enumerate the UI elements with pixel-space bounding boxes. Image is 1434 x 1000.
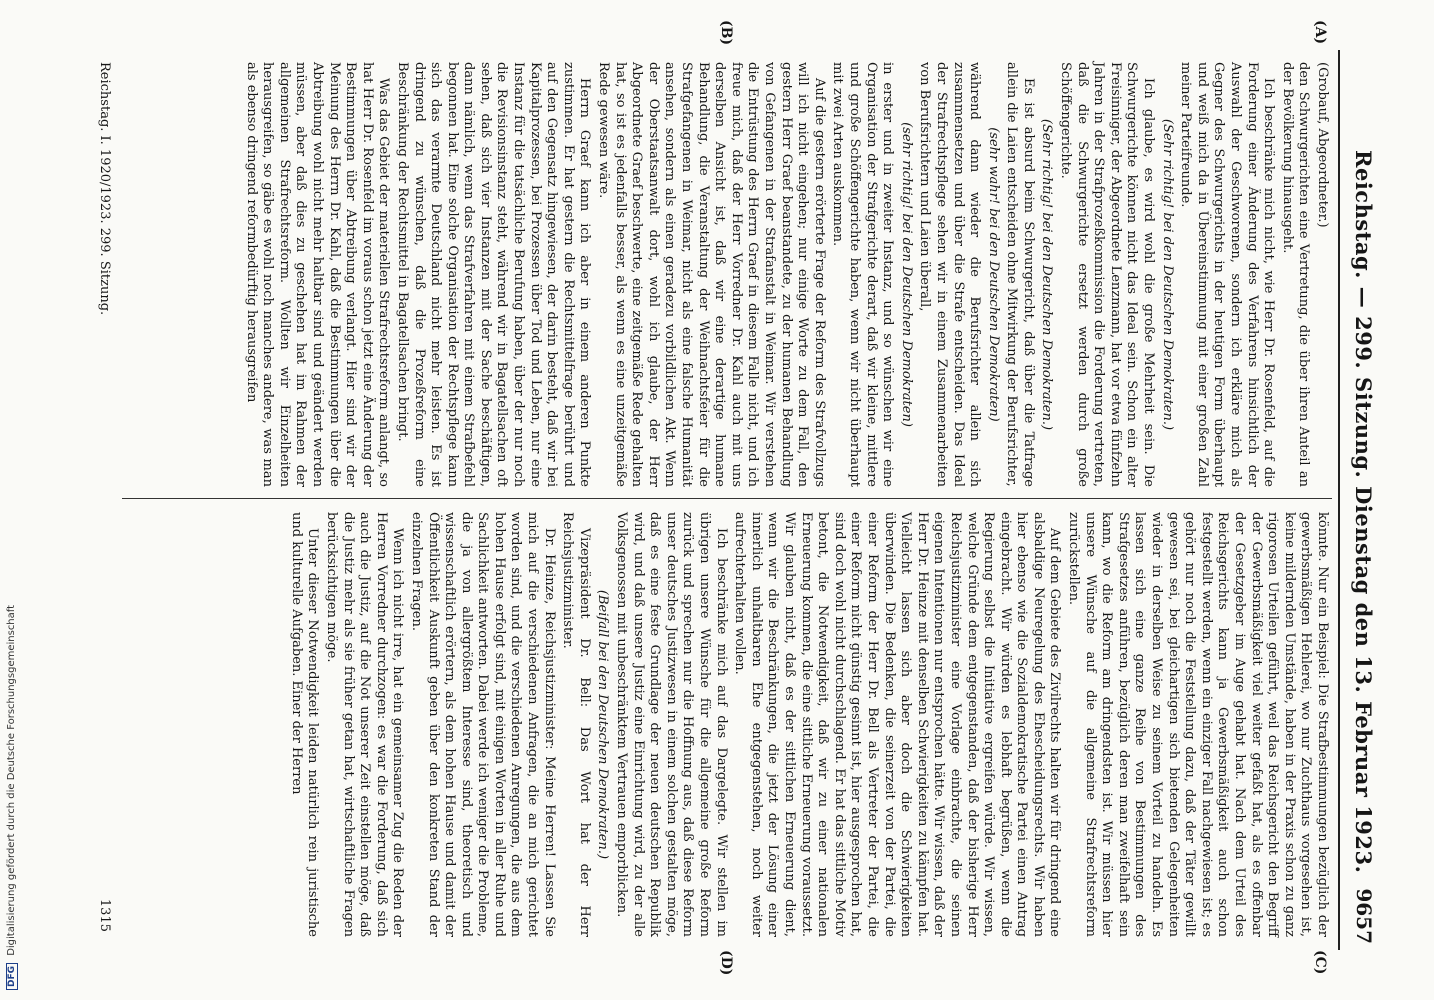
right-column-paragraph: Unter dieser Notwendigkeit leiden natürlich rein juristische und kulturelle Aufgaben. Einer der Herren	[288, 512, 321, 937]
left-column-paragraph: Ich glaube, es wird wohl die große Mehrheit sein. Die Schwurgerichte können nicht das Ideal sein. Schon ein alter Freisinniger, der Abgeordnete Lenzmann, hat vor etwa fünfzehn Jahren in der Strafprozeßkommission die Forderung vertreten, daß die Schwurgerichte ersetzt werden durch große Schöffengerichte.	[1058, 62, 1157, 487]
right-column-paragraph: Ich beschränke mich auf das Dargelegte. Wir stellen im übrigen unsere Wünsche für die allgemeine große Reform zurück und sprechen nur die Hoffnung aus, daß diese Reform unser deutsches Justizwesen in einem solchen gestalten möge, daß es eine feste Grundlage der neuen deutschen Republik wird, und daß unsere Justiz eine Einrichtung wird, zu der alle Volksgenossen mit unbeschränktem Vertrauen emporblicken.	[614, 512, 729, 937]
left-column-paragraph: (Sehr richtig! bei den Deutschen Demokraten.)	[1039, 118, 1055, 431]
margin-marker-c: (C)	[1312, 950, 1328, 975]
left-column-paragraph: Was das Gebiet der materiellen Strafrechtsreform anlangt, so hat Herr Dr. Rosenfeld im voraus schon jetzt eine Änderung der Bestimmungen über Abtreibung verlangt. Hier sind wir der Meinung des Herrn Dr. Kahl, daß die Bestimmungen über die Abtreibung wohl nicht mehr haltbar sind und geändert werden müssen, aber daß dies zu geschehen hat im Rahmen der allgemeinen Strafrechtsreform. Wollten wir Einzelheiten herausgreifen, so gäbe es wohl noch manches andere, was man als ebenso dringend reformbedürftig herausgreifen	[243, 62, 392, 487]
right-column-paragraph: (Beifall bei den Deutschen Demokraten.)	[595, 589, 611, 860]
left-text-column	[240, 62, 1330, 487]
margin-marker-d: (D)	[718, 950, 734, 976]
footer-page-number: 1315	[97, 898, 112, 932]
left-column-paragraph: Es ist absurd beim Schwurgericht, daß über die Tatfrage allein die Laien entscheiden ohne Mitwirkung der Berufsrichter,	[1004, 62, 1036, 487]
right-column-paragraph: Wenn ich nicht irre, hat ein gemeinsamer Zug die Reden der Herren Vorredner durchzogen: es war die Forderung, daß sich auch die Justiz, auf die Not unserer Zeit einstellen möge, daß die Justiz mehr als sie früher getan hat, wirtschaftliche Fragen berücksichtigen möge.	[323, 512, 406, 937]
margin-marker-a: (A)	[1312, 20, 1328, 45]
right-column-paragraph: Dr. Heinze, Reichsjustizminister: Meine Herren! Lassen Sie mich auf die verschiedenen Anfragen, die an mich gerichtet worden sind, und die verschiedenen Anregungen, die aus dem hohen Hause erfolgt sind, mit einigen Worten in aller Ruhe und Sachlichkeit antworten. Dabei werde ich weniger die Probleme, die ja von allergrößtem Interesse sind, theoretisch und wissenschaftlich erörtern, als dem hohen Hause und damit der Öffentlichkeit Auskunft geben über den konkreten Stand der einzelnen Fragen.	[408, 512, 557, 937]
footer-session-ref: Reichstag. I. 1920/1923. 299. Sitzung.	[97, 62, 112, 316]
page-title: Reichstag. — 299. Sitzung. Dienstag den 13. Februar 1923.	[1351, 150, 1376, 874]
margin-marker-b: (B)	[718, 20, 734, 46]
right-text-column	[285, 512, 1330, 937]
page-header	[1338, 50, 1384, 950]
credit-text: Digitalisierung gefördert durch die Deutsche Forschungsgemeinschaft	[6, 604, 17, 956]
right-column-paragraph: könnte. Nur ein Beispiel: Die Strafbestimmungen bezüglich der gewerbsmäßigen Hehlerei, wo nur Zuchthaus vorgesehen ist, keine mildernden Umstände, haben in der Praxis schon zu ganz rigorosen Urteilen geführt, weil das Reichsgericht den Begriff der Gewerbsmäßigkeit viel weiter gefaßt hat, als es offenbar der Gesetzgeber im Auge gehabt hat. Nach dem Urteil des Reichsgerichts kann ja Gewerbsmäßigkeit auch schon festgestellt werden, wenn ein einziger Fall nachgewiesen ist; es gehört nur noch die Feststellung dazu, daß der Täter gewillt gewesen sei, bei gleichartigen sich bietenden Gelegenheiten wieder in derselben Weise zu seinem Vorteil zu handeln. Es lassen sich eine ganze Reihe von Bestimmungen des Strafgesetzes anführen, bezüglich deren man zweifelhaft sein kann, wo die Reform am dringendsten ist. Wir müssen hier unsere Wünsche auf die allgemeine Strafrechtsreform zurückstellen.	[1066, 512, 1330, 937]
page-number: 9657	[1352, 888, 1376, 944]
column-divider	[122, 498, 1332, 499]
left-column-paragraph: (Grobauf, Abgeordneter.)	[1315, 62, 1330, 228]
left-column-paragraph: (Sehr richtig! bei den Deutschen Demokraten.)	[1159, 118, 1175, 431]
left-column-paragraph: Auf die gestern erörterte Frage der Reform des Strafvollzugs will ich nicht eingehen; nur einige Worte zu dem Fall, den gestern Herr Graef beanstandete, zu der humanen Behandlung von Gefangenen in der Strafanstalt in Weimar. Wir verstehen die Entrüstung des Herrn Graef in diesem Falle nicht, und ich freue mich, daß der Herr Vorredner Dr. Kahl auch mit uns derselben Ansicht ist, daß wir eine derartige humane Behandlung, die Veranstaltung der Weihnachtsfeier für die Strafgefangenen in Weimar, nicht als eine falsche Humanität ansehen, sondern als einen geradezu vorbildlichen Akt. Wenn der Oberstaatsanwalt dort, wohl ich glaube, der Herr Abgeordnete Graef beschwerte, eine zeitgemäße Rede gehalten hat, so ist es jedenfalls besser, als wenn es eine unzeitgemäße Rede gewesen wäre.	[596, 62, 827, 487]
left-column-paragraph: (sehr wahr! bei den Deutschen Demokraten)	[985, 127, 1001, 422]
right-column-paragraph: Auf dem Gebiete des Zivilrechts halten wir für dringend eine alsbaldige Neuregelung des Ehescheidungsrechts. Wir haben hier ebenso wie die Sozialdemokratische Partei einen Antrag eingebracht. Wir würden es lebhaft begrüßen, wenn die Regierung selbst die Initiative ergreifen würde. Wir wissen, welche Gründe dem entgegenstanden, daß der bisherige Herr Reichsjustizminister eine Vorlage einbrachte, die seinen eigenen Intentionen nur entsprochen hätte. Wir wissen, daß der Herr Dr. Heinze mit denselben Schwierigkeiten zu kämpfen hat. Vielleicht lassen sich aber doch die Schwierigkeiten überwinden. Die Bedenken, die seinerzeit von der Partei, die einer Reform der Herr Dr. Bell als Vertreter der Partei, die einer Reform nicht günstig gesinnt ist, hier ausgesprochen hat, sind doch wohl nicht durchschlagend. Er hat das sittliche Motiv betont, die Notwendigkeit, daß wir zu einer nationalen Erneuerung kommen, die eine sittliche Erneuerung voraussetzt. Wir glauben nicht, daß es der sittlichen Erneuerung dient, wenn wir die Beschränkungen, die jetzt der Lösung einer innerlich unhaltbaren Ehe entgegenstehen, noch weiter aufrechterhalten wollen.	[732, 512, 1063, 937]
left-column-paragraph: den Schwurgerichten eine Vertretung, die über ihren Anteil an der Bevölkerung hinausgeht.	[1279, 62, 1312, 487]
left-column-paragraph: (sehr richtig! bei den Deutschen Demokraten)	[898, 122, 914, 427]
left-column-paragraph: in erster und in zweiter Instanz, und so wünschen wir eine Organisation der Strafgerichte derart, daß wir kleine, mittlere und große Schöffengerichte haben, wenn wir nicht überhaupt mit zwei Arten auskommen.	[830, 62, 896, 487]
dfg-logo: DFG	[6, 963, 18, 990]
digitization-credit	[6, 605, 18, 990]
left-column-paragraph: Ich beschränke mich nicht, wie Herr Dr. Rosenfeld, auf die Forderung einer Änderung des Verfahrens hinsichtlich der Auswahl der Geschworenen, sondern ich erkläre mich als Gegner des Schwurgerichts in der heutigen Form überhaupt und weiß mich da in Übereinstimmung mit einer großen Zahl meiner Parteifreunde.	[1178, 62, 1277, 487]
left-column-paragraph: Herrn Graef kann ich aber in einem anderen Punkte zustimmen. Er hat gestern die Rechtsmittelfrage berührt und auf den Gegensatz hingewiesen, der darin besteht, daß wir bei Kapitalprozessen, bei Prozessen über Tod und Leben, nur eine Instanz für die tatsächliche Berufung haben, über der nur noch die Revisionsinstanz steht, während wir in Bagatellsachen oft sehen, daß sich vier Instanzen mit der Sache beschäftigen, dann nämlich, wenn das Strafverfahren mit einem Strafbefehl begonnen hat. Eine solche Organisation der Rechtspflege kann sich das verarmte Deutschland nicht mehr leisten. Es ist dringend zu wünschen, daß die Prozeßreform eine Beschränkung der Rechtsmittel in Bagatellsachen bringt.	[394, 62, 593, 487]
rotated-reichstag-page	[84, 0, 1384, 1000]
left-column-paragraph: während dann wieder die Berufsrichter allein sich zusammensetzen und über die Strafe entscheiden. Das Ideal der Strafrechtspflege sehen wir in einem Zusammenarbeiten von Berufsrichtern und Laien überall,	[917, 62, 983, 487]
right-column-paragraph: Vizepräsident Dr. Bell: Das Wort hat der Herr Reichsjustizminister.	[560, 512, 592, 937]
